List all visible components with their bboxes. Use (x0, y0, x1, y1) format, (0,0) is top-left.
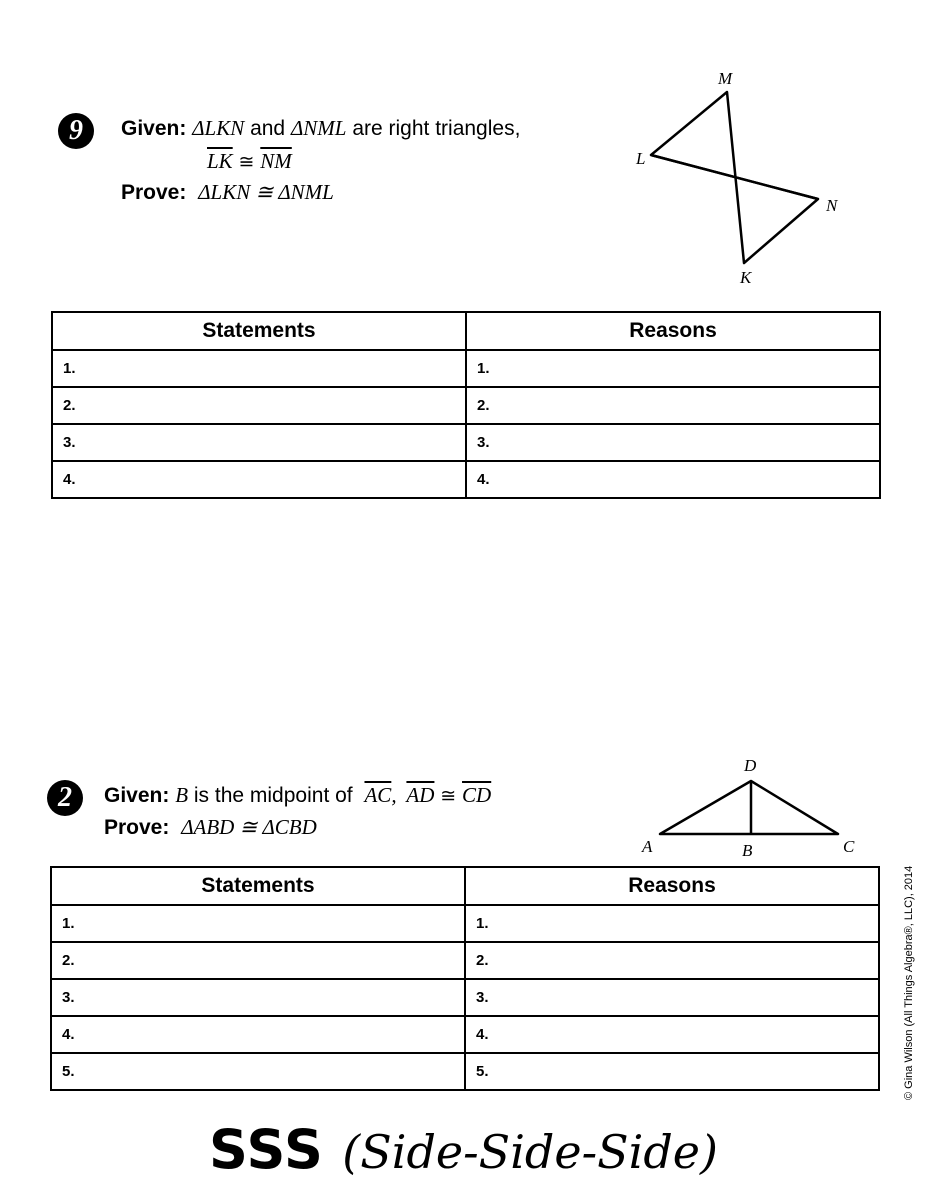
table-row (51, 942, 879, 979)
vertex-label-c: C (843, 837, 855, 856)
segment-nm: $\overline{NM}$ (260, 149, 292, 173)
triangle-outline (660, 781, 838, 834)
given-statement (104, 783, 491, 808)
given-label: Given: (121, 117, 187, 140)
reason-cell[interactable]: 4. (465, 1016, 879, 1053)
statements-header: Statements (51, 867, 465, 905)
congruent-symbol: ≅ (440, 785, 457, 807)
segment-ac: $\overline{AC}$ (364, 783, 392, 807)
statement-cell[interactable]: 5. (51, 1053, 465, 1090)
reasons-header: Reasons (465, 867, 879, 905)
vertex-label-a: A (642, 837, 653, 856)
reason-cell[interactable]: 2. (465, 942, 879, 979)
comma: , (391, 783, 397, 807)
given-triangle-2: ΔNML (290, 116, 347, 140)
statement-cell[interactable]: 2. (52, 387, 466, 424)
given-congruence (207, 149, 292, 174)
table-header-row (51, 867, 879, 905)
vertex-label-d: D (744, 756, 757, 775)
table-row (52, 461, 880, 498)
given-label: Given: (104, 784, 170, 807)
problem-number: 9 (69, 115, 83, 146)
reason-cell[interactable]: 3. (466, 424, 880, 461)
statement-cell[interactable]: 1. (51, 905, 465, 942)
problem-number: 2 (58, 782, 72, 813)
reasons-header: Reasons (466, 312, 880, 350)
segment-lk: $\overline{LK}$ (207, 149, 233, 173)
quadrilateral-diagram (620, 60, 860, 290)
proof-table-1 (51, 311, 881, 499)
vertex-label-l: L (636, 149, 646, 168)
given-and: and (250, 117, 286, 140)
given-statement (121, 116, 520, 141)
reason-cell[interactable]: 1. (465, 905, 879, 942)
prove-label: Prove: (121, 181, 187, 204)
reason-cell[interactable]: 2. (466, 387, 880, 424)
worksheet-title (0, 1118, 927, 1181)
proof-table-2 (50, 866, 880, 1091)
given-triangle-1: ΔLKN (192, 116, 245, 140)
congruent-symbol: ≅ (238, 151, 255, 173)
reason-cell[interactable]: 4. (466, 461, 880, 498)
statement-cell[interactable]: 4. (52, 461, 466, 498)
statement-cell[interactable]: 1. (52, 350, 466, 387)
table-row (51, 979, 879, 1016)
table-row (52, 350, 880, 387)
segment-ad: $\overline{AD}$ (406, 783, 435, 807)
vertex-label-n: N (826, 196, 838, 215)
prove-expression: ΔABD ≅ ΔCBD (181, 815, 317, 839)
prove-expression: ΔLKN ≅ ΔNML (198, 180, 334, 204)
statement-cell[interactable]: 3. (52, 424, 466, 461)
table-row (52, 424, 880, 461)
table-row (51, 1053, 879, 1090)
table-row (51, 905, 879, 942)
table-header-row (52, 312, 880, 350)
reason-cell[interactable]: 5. (465, 1053, 879, 1090)
statement-cell[interactable]: 2. (51, 942, 465, 979)
given-midpoint-text: is the midpoint of (193, 784, 353, 807)
statements-header: Statements (52, 312, 466, 350)
reason-cell[interactable]: 3. (465, 979, 879, 1016)
prove-label: Prove: (104, 816, 170, 839)
problem-number-badge (58, 113, 94, 149)
given-tail: are right triangles, (352, 117, 521, 140)
vertex-label-k: K (740, 268, 752, 287)
prove-statement (121, 180, 334, 205)
title-sss: SSS (209, 1118, 324, 1181)
copyright-notice: © Gina Wilson (All Things Algebra®, LLC), 2014 (903, 865, 915, 1100)
point-b: B (175, 783, 189, 807)
vertex-label-m: M (718, 69, 733, 88)
problem-number-badge (47, 780, 83, 816)
table-row (52, 387, 880, 424)
statement-cell[interactable]: 3. (51, 979, 465, 1016)
table-row (51, 1016, 879, 1053)
segment-cd: $\overline{CD}$ (462, 783, 492, 807)
triangle-diagram (630, 750, 870, 862)
statement-cell[interactable]: 4. (51, 1016, 465, 1053)
prove-statement (104, 815, 317, 840)
title-subtitle: (Side-Side-Side) (342, 1125, 718, 1179)
vertex-label-b: B (742, 841, 753, 860)
reason-cell[interactable]: 1. (466, 350, 880, 387)
